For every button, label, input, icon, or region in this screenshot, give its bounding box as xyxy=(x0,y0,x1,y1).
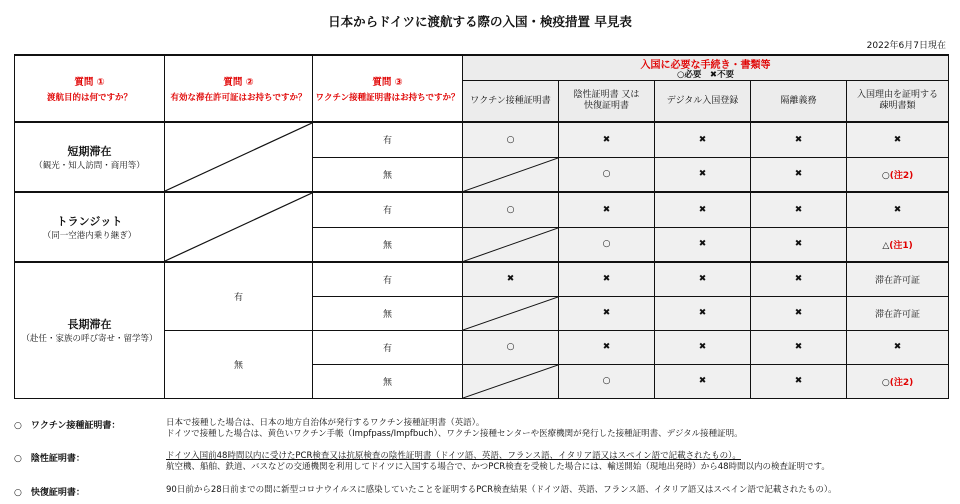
req-cell: ✖ xyxy=(559,262,655,296)
req-cell: ✖ xyxy=(847,192,949,227)
q3-answer: 有 xyxy=(313,122,463,157)
req-cell: ✖ xyxy=(847,122,949,157)
col-negative: 陰性証明書 又は 快復証明書 xyxy=(559,80,655,122)
req-cell: ✖ xyxy=(751,262,847,296)
req-cell: ○(注2) xyxy=(847,364,949,398)
q2-answer-yes: 有 xyxy=(165,262,313,330)
req-cell: ○ xyxy=(559,364,655,398)
req-cell: ✖ xyxy=(751,364,847,398)
col-digital-registration: デジタル入国登録 xyxy=(655,80,751,122)
req-cell: ✖ xyxy=(751,296,847,330)
q3-answer: 有 xyxy=(313,330,463,364)
req-cell: ○(注2) xyxy=(847,157,949,192)
req-cell: 滞在許可証 xyxy=(847,262,949,296)
req-cell: ○ xyxy=(463,192,559,227)
req-cell: ✖ xyxy=(463,262,559,296)
req-cell: ✖ xyxy=(655,296,751,330)
q3-answer: 無 xyxy=(313,157,463,192)
req-cell-na xyxy=(463,296,559,330)
col-vaccine: ワクチン接種証明書 xyxy=(463,80,559,122)
col-documents: 入国理由を証明する 疎明書類 xyxy=(847,80,949,122)
group-transit: トランジット （同一空港内乗り継ぎ） xyxy=(15,192,165,262)
req-cell-na xyxy=(463,364,559,398)
quarantine-table xyxy=(14,54,949,399)
req-cell: ✖ xyxy=(751,122,847,157)
q2-answer-no: 無 xyxy=(165,330,313,398)
group-long-stay: 長期滞在 （赴任・家族の呼び寄せ・留学等） xyxy=(15,262,165,398)
req-cell: 滞在許可証 xyxy=(847,296,949,330)
req-cell-na xyxy=(463,157,559,192)
group-short-stay: 短期滞在 （観光・知人訪問・商用等） xyxy=(15,122,165,192)
req-cell: ✖ xyxy=(751,192,847,227)
date-label: 2022年6月7日現在 xyxy=(866,41,946,51)
legend-vaccine: ○ ワクチン接種証明書： 日本で接種した場合は、日本の地方自治体が発行するワクチン接種証明書（英語）。 ドイツで接種した場合は、黄色いワクチン手帳（Impfpass/Impfbuch）、ワクチン接種センターや医療機関が発行した接種証明書、デジタル接種証明。 xyxy=(14,418,743,439)
req-cell: ○ xyxy=(463,330,559,364)
requirements-header: 入国に必要な手続き・書類等 ○必要 ✖不要 xyxy=(463,55,949,80)
q3-header: 質問 ③ ワクチン接種証明書はお持ちですか？ xyxy=(313,55,463,122)
req-cell: △(注1) xyxy=(847,227,949,262)
q3-answer: 有 xyxy=(313,262,463,296)
req-cell: ✖ xyxy=(751,157,847,192)
req-cell: ✖ xyxy=(655,227,751,262)
q3-answer: 無 xyxy=(313,296,463,330)
q3-answer: 無 xyxy=(313,364,463,398)
req-cell: ✖ xyxy=(655,364,751,398)
q2-not-applicable xyxy=(165,122,313,192)
req-cell: ✖ xyxy=(655,262,751,296)
page-title: 日本からドイツに渡航する際の入国・検疫措置 早見表 xyxy=(328,14,632,29)
q3-answer: 無 xyxy=(313,227,463,262)
q1-header: 質問 ① 渡航目的は何ですか？ xyxy=(15,55,165,122)
req-cell: ✖ xyxy=(847,330,949,364)
req-cell: ✖ xyxy=(655,122,751,157)
q2-header: 質問 ② 有効な滞在許可証はお持ちですか？ xyxy=(165,55,313,122)
legend-recovery: ○ 快復証明書： 90日前から28日前までの間に新型コロナウイルスに感染していたことを証明するPCR検査結果（ドイツ語、英語、フランス語、イタリア語又はスペイン語で記載されたもの）。 xyxy=(14,485,837,498)
req-cell: ○ xyxy=(559,157,655,192)
req-cell: ○ xyxy=(463,122,559,157)
req-cell-na xyxy=(463,227,559,262)
req-cell: ✖ xyxy=(559,330,655,364)
req-cell: ✖ xyxy=(559,192,655,227)
legend-negative: ○ 陰性証明書： ドイツ入国前48時間以内に受けたPCR検査又は抗原検査の陰性証明書（ドイツ語、英語、フランス語、イタリア語又はスペイン語で記載されたもの）。 航空機、船舶、鉄道、バスなどの交通機関を利用してドイツに入国する場合で、かつPCR検査を受検した場合には、輸送開始（現地出発時）から48時間以内の検査証明です。 xyxy=(14,451,830,472)
req-cell: ✖ xyxy=(751,227,847,262)
req-cell: ✖ xyxy=(751,330,847,364)
req-cell: ○ xyxy=(559,227,655,262)
col-quarantine: 隔離義務 xyxy=(751,80,847,122)
q2-not-applicable xyxy=(165,192,313,262)
req-cell: ✖ xyxy=(559,296,655,330)
req-cell: ✖ xyxy=(655,157,751,192)
req-cell: ✖ xyxy=(655,330,751,364)
req-cell: ✖ xyxy=(559,122,655,157)
q3-answer: 有 xyxy=(313,192,463,227)
req-cell: ✖ xyxy=(655,192,751,227)
